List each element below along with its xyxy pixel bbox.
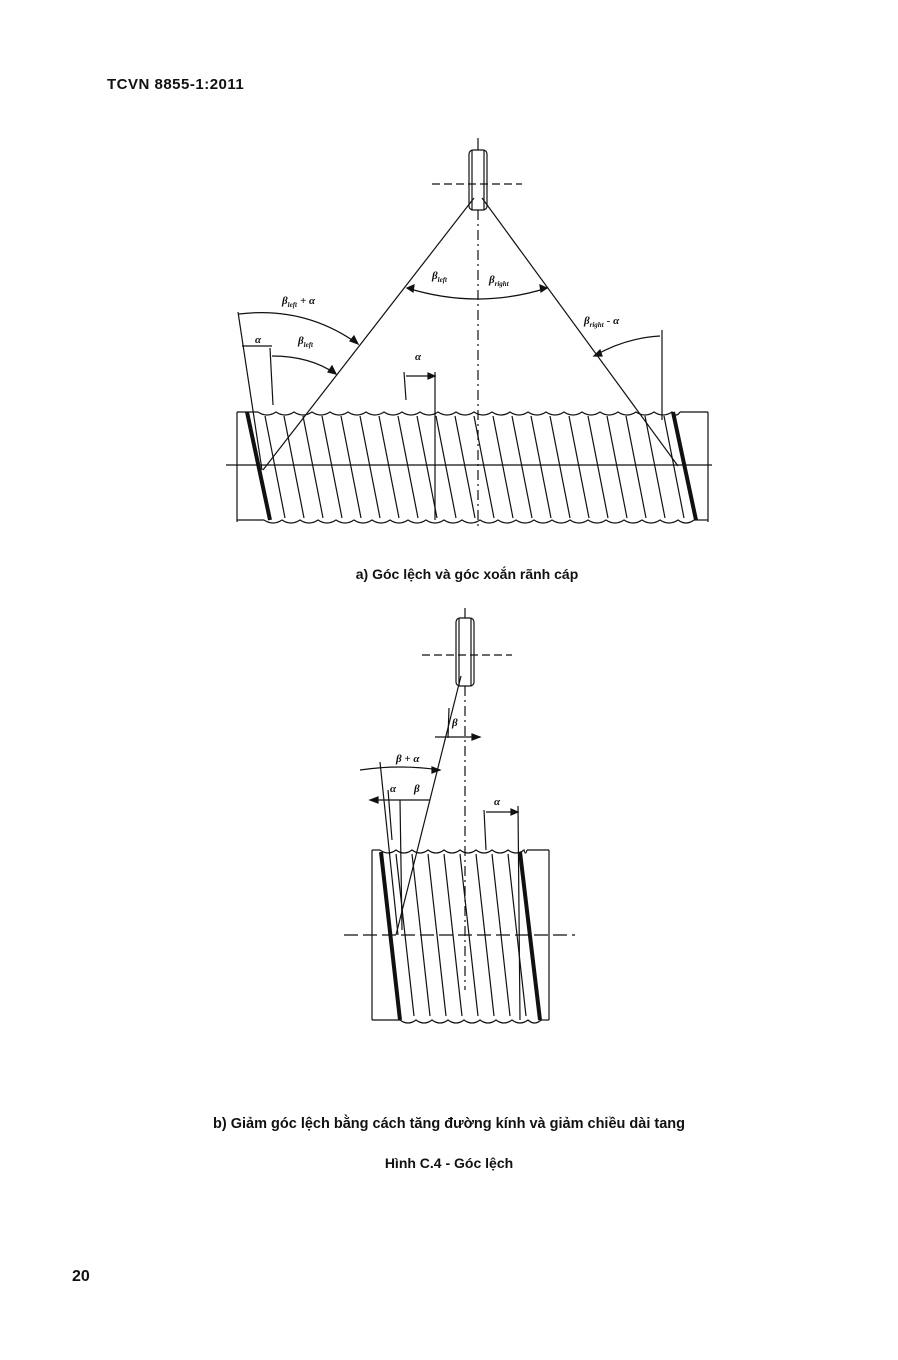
rope-b (396, 676, 461, 935)
figure-b-diagram (344, 608, 575, 1023)
arc-beta-plus-alpha (360, 767, 440, 770)
groove-line (455, 416, 475, 518)
figure-b-labels (390, 717, 501, 808)
figure-a-diagram (226, 138, 712, 528)
arc-beta-right-minus-alpha (594, 336, 660, 356)
drum-b (344, 850, 575, 1023)
rope-left-a (263, 198, 474, 470)
groove-line (512, 416, 532, 518)
svg-text:βleft+ α: $\beta_{left} + \alpha$ (282, 295, 316, 309)
figure-b-caption: b) Giảm góc lệch bằng cách tăng đường kính và giảm chiều dài tang (213, 1116, 685, 1132)
figure-a-labels (255, 270, 620, 363)
svg-text:βleft: $\beta_{left}$ (298, 335, 313, 349)
arc-beta-left-lower (272, 356, 336, 374)
groove-line (417, 416, 437, 518)
standard-header: TCVN 8855-1:2011 (107, 76, 245, 93)
groove-line (607, 416, 627, 518)
groove-line (588, 416, 608, 518)
groove-line (493, 416, 513, 518)
drum-a (226, 412, 712, 523)
figure-a-caption: a) Góc lệch và góc xoắn rãnh cáp (355, 566, 579, 582)
svg-text:α: α (415, 351, 422, 363)
groove-line (341, 416, 361, 518)
sheave-a (432, 138, 522, 210)
groove-line (436, 416, 456, 518)
arc-beta-left-right (407, 288, 547, 299)
svg-text:β: β (414, 783, 420, 795)
svg-text:α: α (255, 334, 262, 346)
figure-title: Hình C.4 - Góc lệch (384, 1155, 514, 1171)
svg-text:α: α (390, 783, 397, 795)
sheave-b (422, 608, 512, 686)
rope-right-a (482, 198, 678, 466)
svg-text:α: α (494, 796, 501, 808)
groove-line (398, 416, 418, 518)
groove-line (284, 416, 304, 518)
groove-line (322, 416, 342, 518)
groove-line (626, 416, 646, 518)
svg-text:βleft: $\beta_{left}$ (432, 270, 447, 284)
groove-line (664, 416, 684, 518)
svg-text:βright: $\beta_{right}$ (489, 274, 509, 288)
groove-line (645, 416, 665, 518)
page-number: 20 (72, 1268, 90, 1285)
svg-text:β + α: β + α (396, 753, 420, 765)
groove-line (550, 416, 570, 518)
groove-line (531, 416, 551, 518)
groove-line (360, 416, 380, 518)
svg-text:β: β (452, 717, 458, 729)
groove-line (379, 416, 399, 518)
groove-line (569, 416, 589, 518)
groove-line (303, 416, 323, 518)
groove-line (474, 416, 494, 518)
svg-text:βright- α: $\beta_{right}$ - α (584, 315, 620, 329)
